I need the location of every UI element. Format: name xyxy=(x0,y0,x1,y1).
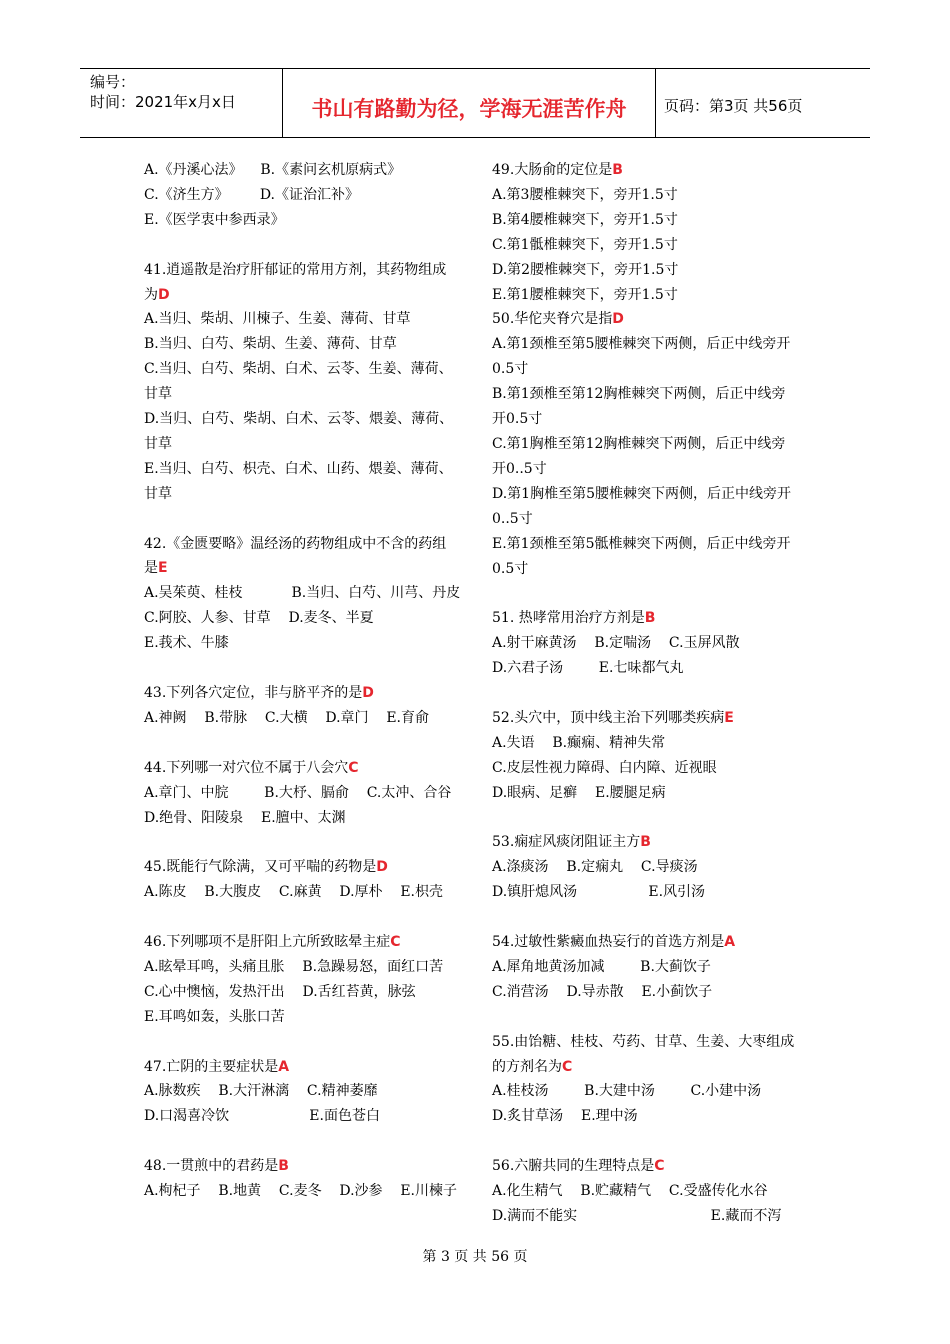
question-line xyxy=(492,532,812,557)
answer-key: A xyxy=(278,1058,290,1075)
question-line-text: 甘草 xyxy=(144,485,172,502)
blank-line xyxy=(144,905,469,930)
blank-line xyxy=(492,681,812,706)
question-line-text: B.第1颈椎至第12胸椎棘突下两侧，后正中线旁 xyxy=(492,386,786,403)
question-line-text: 48.一贯煎中的君药是 xyxy=(144,1158,279,1175)
question-line-text: A.涤痰汤 B.定痫丸 C.导痰汤 xyxy=(492,859,698,876)
question-line-text: 54.过敏性紫癜血热妄行的首选方剂是 xyxy=(492,934,725,951)
page-header xyxy=(80,68,870,138)
question-line-text: 51. 热哮常用治疗方剂是 xyxy=(492,610,645,627)
blank-line xyxy=(144,233,469,258)
question-line xyxy=(492,307,812,332)
question-line-text: 41.逍遥散是治疗肝郁证的常用方剂，其药物组成 xyxy=(144,261,447,278)
question-line-text: 44.下列哪一对穴位不属于八会穴 xyxy=(144,759,349,776)
question-line xyxy=(144,307,469,332)
question-line-text: A.眩晕耳鸣，头痛且胀 B.急躁易怒，面红口苦 xyxy=(144,958,444,975)
question-line xyxy=(492,955,812,980)
blank-line xyxy=(144,830,469,855)
question-line-text: 46.下列哪项不是肝阳上亢所致眩晕主症 xyxy=(144,934,391,950)
question-line xyxy=(492,158,812,183)
question-line-text: A.《丹溪心法》 B.《素问玄机原病式》 xyxy=(144,162,402,178)
question-line xyxy=(144,183,469,208)
question-line-text: 56.六腑共同的生理特点是 xyxy=(492,1158,655,1175)
question-line-text: A.失语 B.癫痫、精神失常 xyxy=(492,734,666,751)
answer-key: C xyxy=(654,1158,665,1175)
question-line-text: 是 xyxy=(144,560,158,577)
question-line-text: A.第3腰椎棘突下，旁开1.5寸 xyxy=(492,186,678,203)
question-line xyxy=(144,482,469,507)
question-line-text: B.第4腰椎棘突下，旁开1.5寸 xyxy=(492,211,678,228)
header-motto: 书山有路勤为径，学海无涯苦作舟 xyxy=(311,97,627,121)
question-line xyxy=(492,1079,812,1104)
question-line xyxy=(144,930,469,955)
question-line xyxy=(492,855,812,880)
question-line-text: 50.华佗夹脊穴是指 xyxy=(492,311,613,328)
question-line-text: E.耳鸣如轰，头胀口苦 xyxy=(144,1008,285,1025)
question-line xyxy=(144,332,469,357)
document-date-label: 时间：2021年x月x日 xyxy=(90,93,236,111)
question-line-text: 0.5寸 xyxy=(492,361,529,378)
blank-line xyxy=(492,581,812,606)
question-line xyxy=(144,855,469,880)
question-line xyxy=(492,357,812,382)
question-line-text: D.炙甘草汤 E.理中汤 xyxy=(492,1108,638,1125)
header-page-cell xyxy=(656,69,870,137)
question-line xyxy=(144,706,469,731)
question-line-text: D.绝骨、阳陵泉 E.膻中、太渊 xyxy=(144,809,346,826)
question-line-text: 为 xyxy=(144,286,158,303)
question-line-text: C.《济生方》 D.《证治汇补》 xyxy=(144,186,359,203)
question-line-text: D.第1胸椎至第5腰椎棘突下两侧，后正中线旁开 xyxy=(492,485,791,502)
header-page-info: 页码：第3页 共56页 xyxy=(664,97,803,115)
question-line-text: E.第1腰椎棘突下，旁开1.5寸 xyxy=(492,286,678,303)
question-line xyxy=(144,158,469,183)
question-line xyxy=(492,258,812,283)
question-line xyxy=(492,1104,812,1129)
question-line xyxy=(492,731,812,756)
answer-key: B xyxy=(640,834,651,851)
question-line-text: D.眼病、足癣 E.腰腿足病 xyxy=(492,784,666,801)
question-line-text: C.当归、白芍、柴胡、白术、云苓、生姜、薄荷、 xyxy=(144,361,453,378)
question-line-text: E.莪术、牛膝 xyxy=(144,635,229,652)
answer-key: D xyxy=(158,286,170,303)
question-line xyxy=(492,781,812,806)
question-line xyxy=(492,1030,812,1055)
question-line-text: A.射干麻黄汤 B.定喘汤 C.玉屏风散 xyxy=(492,635,740,652)
question-line-text: C.心中懊恼，发热汗出 D.舌红苔黄，脉弦 xyxy=(144,983,416,1000)
question-line xyxy=(144,357,469,382)
question-line xyxy=(144,631,469,656)
question-line-text: 52.头穴中，顶中线主治下列哪类疾病 xyxy=(492,709,725,726)
question-line xyxy=(492,457,812,482)
answer-key: E xyxy=(158,560,168,577)
question-line xyxy=(492,283,812,308)
question-line xyxy=(144,1055,469,1080)
question-line-text: 甘草 xyxy=(144,435,172,452)
question-line xyxy=(492,507,812,532)
question-line xyxy=(144,532,469,557)
question-line-text: 42.《金匮要略》温经汤的药物组成中不含的药组 xyxy=(144,535,447,552)
question-line-text: A.枸杞子 B.地黄 C.麦冬 D.沙参 E.川楝子 xyxy=(144,1183,458,1200)
question-line-text: 0.5寸 xyxy=(492,560,529,577)
question-line xyxy=(144,258,469,283)
question-line-text: 的方剂名为 xyxy=(492,1058,562,1075)
question-line xyxy=(492,382,812,407)
question-line xyxy=(144,980,469,1005)
question-line-text: 甘草 xyxy=(144,386,172,403)
question-line xyxy=(492,407,812,432)
question-line xyxy=(492,980,812,1005)
page-footer: 第 3 页 共 56 页 xyxy=(422,1249,528,1265)
question-line xyxy=(492,208,812,233)
question-line xyxy=(144,681,469,706)
answer-key: D xyxy=(376,859,388,876)
question-line xyxy=(492,1179,812,1204)
question-line xyxy=(144,1154,469,1179)
question-line-text: E.第1颈椎至第5骶椎棘突下两侧，后正中线旁开 xyxy=(492,535,791,552)
question-line-text: E.《医学衷中参西录》 xyxy=(144,211,285,228)
question-line xyxy=(144,1079,469,1104)
question-line xyxy=(492,1154,812,1179)
question-line-text: A.桂枝汤 B.大建中汤 C.小建中汤 xyxy=(492,1083,762,1100)
question-line-text: C.第1胸椎至第12胸椎棘突下两侧，后正中线旁 xyxy=(492,435,786,452)
question-line xyxy=(144,1179,469,1204)
question-line-text: D.满而不能实 E.藏而不泻 xyxy=(492,1207,782,1224)
question-line-text: A.脉数疾 B.大汗淋漓 C.精神萎靡 xyxy=(144,1083,378,1100)
question-line xyxy=(492,830,812,855)
answer-key: D xyxy=(612,311,624,328)
question-line-text: D.六君子汤 E.七味都气丸 xyxy=(492,660,684,677)
blank-line xyxy=(492,905,812,930)
question-line xyxy=(492,557,812,582)
question-line xyxy=(144,432,469,457)
blank-line xyxy=(144,507,469,532)
question-line xyxy=(144,407,469,432)
question-line xyxy=(492,656,812,681)
question-line xyxy=(492,706,812,731)
answer-key: D xyxy=(362,684,374,701)
question-line xyxy=(492,880,812,905)
question-line xyxy=(144,581,469,606)
question-line xyxy=(492,332,812,357)
question-line xyxy=(492,432,812,457)
answer-key: B xyxy=(278,1158,289,1175)
question-line xyxy=(144,1104,469,1129)
blank-line xyxy=(492,806,812,831)
question-line-text: 45.既能行气除满，又可平喘的药物是 xyxy=(144,859,377,876)
question-line-text: C.第1骶椎棘突下，旁开1.5寸 xyxy=(492,236,678,253)
question-line-text: 开0.5寸 xyxy=(492,411,543,428)
question-line xyxy=(144,1005,469,1030)
question-line-text: 55.由饴糖、桂枝、芍药、甘草、生姜、大枣组成 xyxy=(492,1033,795,1050)
question-line xyxy=(492,1204,812,1229)
question-line-text: A.犀角地黄汤加减 B.大蓟饮子 xyxy=(492,958,711,975)
question-line-text: E.当归、白芍、枳壳、白术、山药、煨姜、薄荷、 xyxy=(144,460,453,477)
blank-line xyxy=(144,656,469,681)
question-line-text: 43.下列各穴定位，非与脐平齐的是 xyxy=(144,684,363,701)
answer-key: A xyxy=(724,934,736,951)
question-line xyxy=(144,880,469,905)
question-line-text: D.镇肝熄风汤 E.风引汤 xyxy=(492,884,706,901)
question-line-text: A.当归、柴胡、川楝子、生姜、薄荷、甘草 xyxy=(144,311,411,328)
question-line xyxy=(144,606,469,631)
header-meta-cell xyxy=(80,69,283,137)
question-line xyxy=(492,183,812,208)
question-line-text: A.神阙 B.带脉 C.大横 D.章门 E.育俞 xyxy=(144,709,430,726)
blank-line xyxy=(492,1005,812,1030)
question-line xyxy=(492,631,812,656)
question-line xyxy=(492,1055,812,1080)
question-line-text: C.皮层性视力障碍、白内障、近视眼 xyxy=(492,759,717,776)
question-line-text: A.化生精气 B.贮藏精气 C.受盛传化水谷 xyxy=(492,1183,768,1200)
answer-key: C xyxy=(348,759,359,776)
question-line xyxy=(144,382,469,407)
right-question-column xyxy=(492,158,812,1229)
question-line xyxy=(492,482,812,507)
answer-key: C xyxy=(390,934,401,950)
question-line xyxy=(144,208,469,233)
question-line-text: A.陈皮 B.大腹皮 C.麻黄 D.厚朴 E.枳壳 xyxy=(144,884,444,901)
question-line-text: C.消营汤 D.导赤散 E.小蓟饮子 xyxy=(492,983,713,1000)
left-question-column xyxy=(144,158,469,1204)
question-line-text: C.阿胶、人参、甘草 D.麦冬、半夏 xyxy=(144,610,374,627)
blank-line xyxy=(144,731,469,756)
document-number-label: 编号： xyxy=(90,73,136,91)
question-line-text: 47.亡阴的主要症状是 xyxy=(144,1058,279,1075)
question-line-text: 开0..5寸 xyxy=(492,460,547,477)
question-line-text: A.第1颈椎至第5腰椎棘突下两侧，后正中线旁开 xyxy=(492,336,791,353)
question-line xyxy=(144,457,469,482)
question-line xyxy=(144,756,469,781)
question-line-text: B.当归、白芍、柴胡、生姜、薄荷、甘草 xyxy=(144,336,397,353)
question-line xyxy=(492,606,812,631)
question-line-text: A.章门、中脘 B.大杼、膈俞 C.太冲、合谷 xyxy=(144,784,452,801)
question-line-text: D.第2腰椎棘突下，旁开1.5寸 xyxy=(492,261,679,278)
question-line xyxy=(144,781,469,806)
question-line xyxy=(492,756,812,781)
answer-key: E xyxy=(724,709,734,726)
question-line xyxy=(144,283,469,308)
question-line xyxy=(144,955,469,980)
question-line xyxy=(144,806,469,831)
question-line-text: 53.痫症风痰闭阻证主方 xyxy=(492,834,641,851)
question-line-text: D.当归、白芍、柴胡、白术、云苓、煨姜、薄荷、 xyxy=(144,411,454,428)
question-line-text: A.吴茱萸、桂枝 B.当归、白芍、川芎、丹皮 xyxy=(144,585,461,602)
question-line xyxy=(144,556,469,581)
blank-line xyxy=(144,1030,469,1055)
question-line xyxy=(492,233,812,258)
question-line-text: 49.大肠俞的定位是 xyxy=(492,162,613,178)
answer-key: B xyxy=(644,610,656,627)
blank-line xyxy=(492,1129,812,1154)
question-line-text: 0..5寸 xyxy=(492,510,533,527)
question-line xyxy=(492,930,812,955)
answer-key: C xyxy=(562,1058,573,1075)
blank-line xyxy=(144,1129,469,1154)
header-motto-cell xyxy=(283,69,656,137)
answer-key: B xyxy=(612,162,623,178)
question-line-text: D.口渴喜冷饮 E.面色苍白 xyxy=(144,1108,380,1125)
